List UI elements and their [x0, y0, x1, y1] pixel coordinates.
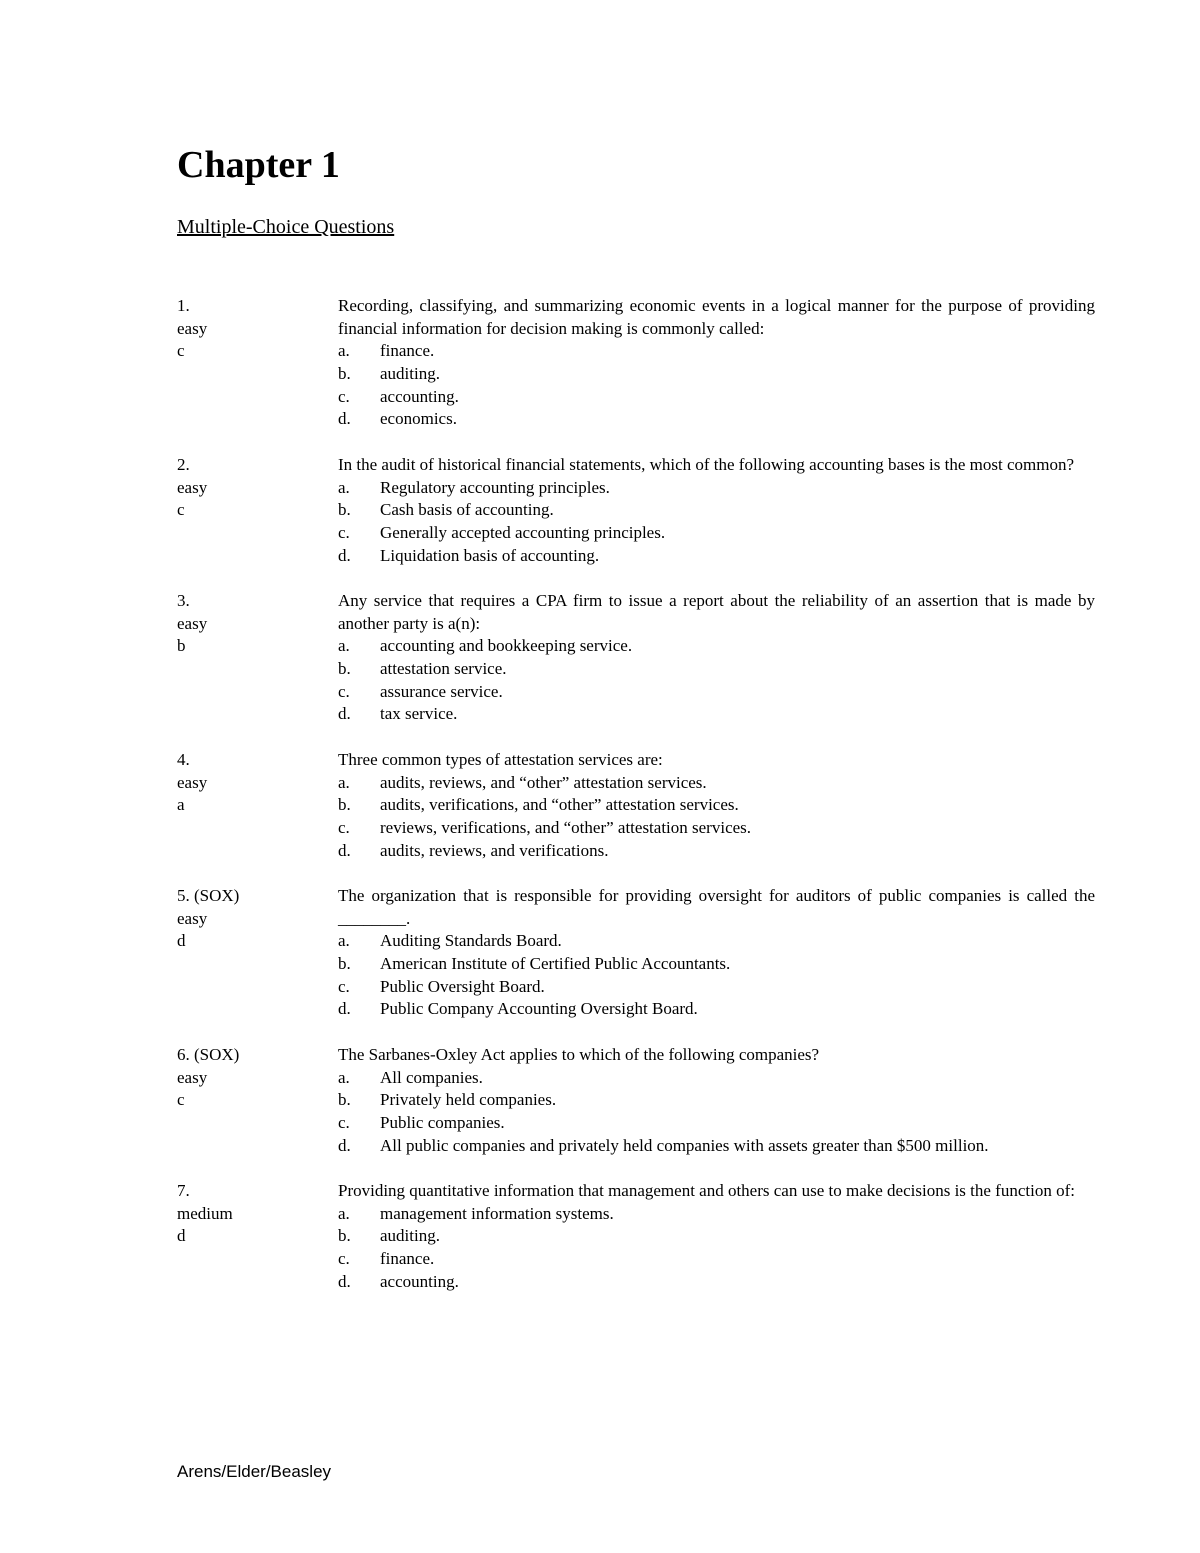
- option-text: auditing.: [380, 364, 440, 384]
- option-letter: b.: [338, 364, 351, 384]
- question-difficulty: easy: [177, 318, 208, 338]
- option-letter: d.: [338, 545, 351, 565]
- answer-option: [338, 930, 1095, 953]
- option-letter: b.: [338, 954, 351, 974]
- option-letter: a.: [338, 477, 350, 497]
- option-text: Generally accepted accounting principles.: [380, 522, 666, 542]
- question-difficulty: easy: [177, 477, 208, 497]
- question-meta: [177, 885, 327, 953]
- question-body: [338, 454, 1095, 567]
- answer-option: [338, 1135, 1095, 1158]
- answer-option: [338, 1067, 1095, 1090]
- option-text: tax service.: [380, 704, 458, 724]
- question-list: [177, 295, 1095, 1316]
- answer-option: [338, 681, 1095, 704]
- option-letter: a.: [338, 1203, 350, 1223]
- option-letter: a.: [338, 1067, 350, 1087]
- question-difficulty: easy: [177, 772, 208, 792]
- answer-option: [338, 794, 1095, 817]
- question-number: 5. (SOX): [177, 885, 240, 905]
- question-item: [177, 295, 1095, 431]
- question-body: [338, 590, 1095, 726]
- option-letter: b.: [338, 500, 351, 520]
- option-text: economics.: [380, 409, 457, 429]
- question-meta: [177, 749, 327, 817]
- option-letter: b.: [338, 1226, 351, 1246]
- section-title: Multiple-Choice Questions: [177, 216, 395, 238]
- option-letter: c.: [338, 817, 350, 837]
- option-text: finance.: [380, 1249, 435, 1269]
- answer-option: [338, 1271, 1095, 1294]
- option-letter: d.: [338, 409, 351, 429]
- option-letter: b.: [338, 1090, 351, 1110]
- option-letter: b.: [338, 659, 351, 679]
- answer-option: [338, 840, 1095, 863]
- question-body: [338, 1044, 1095, 1157]
- answer-option: [338, 340, 1095, 363]
- question-difficulty: easy: [177, 1067, 208, 1087]
- answer-option: [338, 545, 1095, 568]
- option-letter: a.: [338, 636, 350, 656]
- option-text: audits, reviews, and “other” attestation services.: [380, 772, 707, 792]
- option-text: Privately held companies.: [380, 1090, 557, 1110]
- option-text: All companies.: [380, 1067, 483, 1087]
- option-text: accounting and bookkeeping service.: [380, 636, 633, 656]
- question-item: [177, 454, 1095, 567]
- question-number: 7.: [177, 1180, 190, 1200]
- question-meta: [177, 1044, 327, 1112]
- chapter-title: Chapter 1: [177, 144, 340, 186]
- answer-option: [338, 1203, 1095, 1226]
- answer-option: [338, 386, 1095, 409]
- option-letter: a.: [338, 341, 350, 361]
- answer-option: [338, 817, 1095, 840]
- question-body: [338, 885, 1095, 1021]
- option-text: Public Company Accounting Oversight Board.: [380, 999, 698, 1019]
- answer-option: [338, 408, 1095, 431]
- question-difficulty: easy: [177, 908, 208, 928]
- option-text: auditing.: [380, 1226, 440, 1246]
- question-number: 3.: [177, 590, 190, 610]
- question-meta: [177, 454, 327, 522]
- question-body: [338, 295, 1095, 431]
- option-letter: d.: [338, 704, 351, 724]
- option-text: Liquidation basis of accounting.: [380, 545, 600, 565]
- option-letter: c.: [338, 522, 350, 542]
- option-text: attestation service.: [380, 659, 507, 679]
- option-text: audits, verifications, and “other” attestation services.: [380, 795, 739, 815]
- question-difficulty: easy: [177, 613, 208, 633]
- question-item: [177, 590, 1095, 726]
- question-answer-key: c: [177, 341, 185, 361]
- option-letter: c.: [338, 386, 350, 406]
- question-answer-key: c: [177, 500, 185, 520]
- answer-option: [338, 1112, 1095, 1135]
- question-item: [177, 749, 1095, 862]
- answer-option: [338, 998, 1095, 1021]
- answer-option: [338, 1248, 1095, 1271]
- option-letter: d.: [338, 1271, 351, 1291]
- question-stem: Recording, classifying, and summarizing economic events in a logical manner for the purpose of providing financial information for decision making is commonly called:: [338, 296, 1095, 338]
- question-answer-key: a: [177, 795, 185, 815]
- option-text: Public Oversight Board.: [380, 976, 545, 996]
- footer-authors: Arens/Elder/Beasley: [177, 1462, 332, 1481]
- question-body: [338, 1180, 1095, 1293]
- question-answer-key: d: [177, 1226, 186, 1246]
- option-text: All public companies and privately held companies with assets greater than $500 million.: [380, 1135, 989, 1155]
- question-stem: Any service that requires a CPA firm to issue a report about the reliability of an assertion that is made by another party is a(n):: [338, 590, 1095, 633]
- question-stem: Providing quantitative information that management and others can use to make decisions is the function of:: [338, 1180, 1075, 1200]
- answer-option: [338, 772, 1095, 795]
- answer-option: [338, 499, 1095, 522]
- question-stem: The Sarbanes-Oxley Act applies to which of the following companies?: [338, 1044, 820, 1064]
- option-text: Regulatory accounting principles.: [380, 477, 610, 497]
- option-text: accounting.: [380, 1271, 459, 1291]
- option-letter: c.: [338, 1112, 350, 1132]
- option-text: Auditing Standards Board.: [380, 931, 562, 951]
- question-number: 6. (SOX): [177, 1044, 240, 1064]
- answer-option: [338, 953, 1095, 976]
- question-number: 1.: [177, 296, 190, 315]
- question-meta: [177, 590, 327, 658]
- option-letter: d.: [338, 1135, 351, 1155]
- question-difficulty: medium: [177, 1203, 233, 1223]
- option-letter: a.: [338, 772, 350, 792]
- option-text: American Institute of Certified Public Accountants.: [380, 954, 731, 974]
- option-text: audits, reviews, and verifications.: [380, 840, 609, 860]
- option-letter: b.: [338, 795, 351, 815]
- question-number: 2.: [177, 454, 190, 474]
- answer-option: [338, 1089, 1095, 1112]
- option-letter: d.: [338, 840, 351, 860]
- question-item: [177, 885, 1095, 1021]
- question-meta: [177, 295, 327, 363]
- question-stem: In the audit of historical financial statements, which of the following accounting bases is the most common?: [338, 454, 1075, 474]
- question-meta: [177, 1180, 327, 1248]
- answer-option: [338, 522, 1095, 545]
- question-stem: Three common types of attestation services are:: [338, 749, 663, 769]
- question-answer-key: d: [177, 931, 186, 951]
- answer-option: [338, 1225, 1095, 1248]
- option-letter: c.: [338, 681, 350, 701]
- question-body: [338, 749, 1095, 862]
- question-stem: The organization that is responsible for providing oversight for auditors of public companies is called the ________.: [338, 885, 1095, 928]
- question-item: [177, 1180, 1095, 1293]
- question-item: [177, 1044, 1095, 1157]
- option-text: Public companies.: [380, 1112, 505, 1132]
- answer-option: [338, 658, 1095, 681]
- option-text: management information systems.: [380, 1203, 614, 1223]
- option-text: finance.: [380, 341, 435, 361]
- option-letter: c.: [338, 976, 350, 996]
- question-answer-key: c: [177, 1090, 185, 1110]
- option-text: accounting.: [380, 386, 459, 406]
- option-letter: a.: [338, 931, 350, 951]
- option-text: reviews, verifications, and “other” attestation services.: [380, 817, 752, 837]
- answer-option: [338, 976, 1095, 999]
- answer-option: [338, 703, 1095, 726]
- answer-option: [338, 363, 1095, 386]
- option-text: Cash basis of accounting.: [380, 500, 554, 520]
- question-number: 4.: [177, 749, 190, 769]
- option-text: assurance service.: [380, 681, 503, 701]
- answer-option: [338, 635, 1095, 658]
- answer-option: [338, 477, 1095, 500]
- question-answer-key: b: [177, 636, 186, 656]
- option-letter: c.: [338, 1249, 350, 1269]
- option-letter: d.: [338, 999, 351, 1019]
